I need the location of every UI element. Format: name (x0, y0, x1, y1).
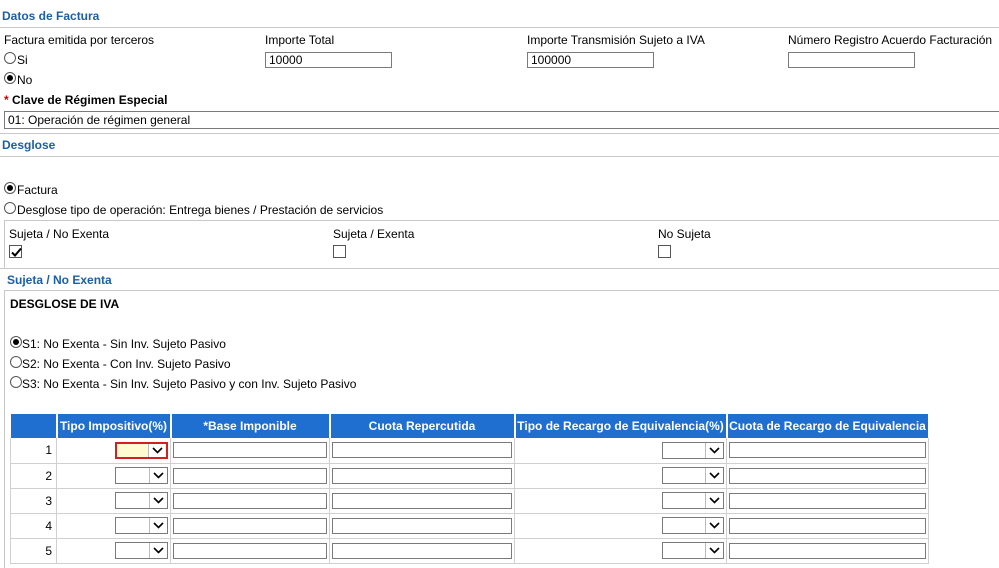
divider (0, 156, 999, 157)
table-header-row (11, 414, 929, 438)
radio-s2[interactable] (10, 356, 22, 368)
importe-total-label: Importe Total (265, 33, 335, 47)
cuota-repercutida-input[interactable] (332, 493, 512, 509)
chevron-down-icon (705, 518, 723, 533)
chevron-down-icon (705, 493, 723, 508)
divider (0, 268, 999, 269)
row-number: 5 (11, 538, 57, 563)
base-imponible-input[interactable] (173, 468, 327, 484)
chevron-down-icon (705, 543, 723, 558)
sujeta-exenta-label: Sujeta / Exenta (333, 227, 415, 241)
importe-iva-label: Importe Transmisión Sujeto a IVA (527, 33, 705, 47)
tipo-impositivo-select[interactable] (115, 517, 168, 534)
col-header-row-number (11, 414, 57, 438)
section-title-sujeta-no-exenta: Sujeta / No Exenta (7, 273, 112, 287)
chevron-down-icon (149, 493, 167, 508)
cuota-repercutida-input[interactable] (332, 442, 512, 458)
tipo-recargo-select[interactable] (662, 467, 724, 484)
chevron-down-icon (705, 468, 723, 483)
divider (0, 27, 999, 28)
col-header-tipo-recargo: Tipo de Recargo de Equivalencia(%) (515, 414, 727, 438)
cuota-repercutida-input[interactable] (332, 468, 512, 484)
divider (4, 220, 5, 268)
col-header-base-imponible: *Base Imponible (171, 414, 330, 438)
radio-si-label: Si (17, 53, 28, 67)
clave-regimen-select[interactable]: 01: Operación de régimen general (4, 111, 999, 129)
factura-emitida-label: Factura emitida por terceros (4, 33, 155, 47)
col-header-cuota-recargo: Cuota de Recargo de Equivalencia (727, 414, 929, 438)
base-imponible-input[interactable] (173, 493, 327, 509)
tipo-recargo-select[interactable] (662, 517, 724, 534)
registro-acuerdo-label: Número Registro Acuerdo Facturación (788, 33, 993, 47)
cuota-repercutida-input[interactable] (332, 518, 512, 534)
row-number: 1 (11, 438, 57, 463)
tipo-impositivo-select[interactable] (115, 442, 168, 459)
clave-regimen-text: Clave de Régimen Especial (12, 93, 168, 107)
no-sujeta-label: No Sujeta (658, 227, 711, 241)
radio-s1[interactable] (10, 336, 22, 348)
col-header-cuota-repercutida: Cuota Repercutida (330, 414, 515, 438)
cuota-recargo-input[interactable] (729, 442, 926, 458)
table-row (11, 463, 929, 488)
divider (0, 133, 999, 134)
registro-acuerdo-input[interactable] (788, 52, 915, 68)
sujeta-no-exenta-checkbox[interactable] (9, 245, 22, 258)
radio-desglose-tipo-operacion[interactable] (4, 202, 16, 214)
radio-s1-label: S1: No Exenta - Sin Inv. Sujeto Pasivo (22, 337, 226, 351)
cuota-recargo-input[interactable] (729, 518, 926, 534)
radio-no[interactable] (4, 72, 16, 84)
sujeta-no-exenta-label: Sujeta / No Exenta (9, 227, 110, 241)
col-header-tipo-impositivo: Tipo Impositivo(%) (57, 414, 171, 438)
section-title-datos-factura: Datos de Factura (2, 9, 100, 23)
importe-total-input[interactable]: 10000 (265, 52, 392, 68)
tipo-impositivo-select[interactable] (115, 542, 168, 559)
no-sujeta-checkbox[interactable] (658, 245, 671, 258)
chevron-down-icon (148, 444, 166, 457)
cuota-recargo-input[interactable] (729, 493, 926, 509)
tipo-impositivo-select[interactable] (115, 467, 168, 484)
checkmark-icon (10, 246, 23, 259)
radio-factura-label: Factura (17, 183, 58, 197)
row-number: 2 (11, 463, 57, 488)
base-imponible-input[interactable] (173, 543, 327, 559)
chevron-down-icon (149, 468, 167, 483)
sujeta-exenta-checkbox[interactable] (333, 245, 346, 258)
radio-factura[interactable] (4, 182, 16, 194)
tipo-recargo-select[interactable] (662, 542, 724, 559)
tipo-recargo-select[interactable] (662, 442, 724, 459)
base-imponible-input[interactable] (173, 518, 327, 534)
table-row (11, 488, 929, 513)
radio-s2-label: S2: No Exenta - Con Inv. Sujeto Pasivo (22, 357, 231, 371)
radio-no-label: No (17, 73, 33, 87)
chevron-down-icon (149, 543, 167, 558)
base-imponible-input[interactable] (173, 442, 327, 458)
desglose-iva-table (10, 414, 930, 564)
cuota-recargo-input[interactable] (729, 468, 926, 484)
tipo-impositivo-select[interactable] (115, 492, 168, 509)
tipo-recargo-select[interactable] (662, 492, 724, 509)
table-row (11, 538, 929, 563)
desglose-iva-heading: DESGLOSE DE IVA (10, 297, 120, 311)
cuota-recargo-input[interactable] (729, 543, 926, 559)
divider (4, 290, 5, 568)
table-row (11, 438, 929, 463)
table-row (11, 513, 929, 538)
radio-s3-label: S3: No Exenta - Sin Inv. Sujeto Pasivo y con Inv. Sujeto Pasivo (22, 377, 357, 391)
chevron-down-icon (705, 443, 723, 458)
chevron-down-icon (149, 518, 167, 533)
radio-desglose-tipo-operacion-label: Desglose tipo de operación: Entrega bienes / Prestación de servicios (17, 203, 384, 217)
radio-si[interactable] (4, 52, 16, 64)
section-title-desglose: Desglose (2, 138, 56, 152)
clave-regimen-label (4, 93, 167, 107)
required-asterisk: * (4, 93, 9, 107)
radio-s3[interactable] (10, 376, 22, 388)
importe-iva-input[interactable]: 100000 (527, 52, 654, 68)
divider (4, 220, 999, 221)
row-number: 3 (11, 488, 57, 513)
divider (4, 290, 999, 291)
row-number: 4 (11, 513, 57, 538)
cuota-repercutida-input[interactable] (332, 543, 512, 559)
